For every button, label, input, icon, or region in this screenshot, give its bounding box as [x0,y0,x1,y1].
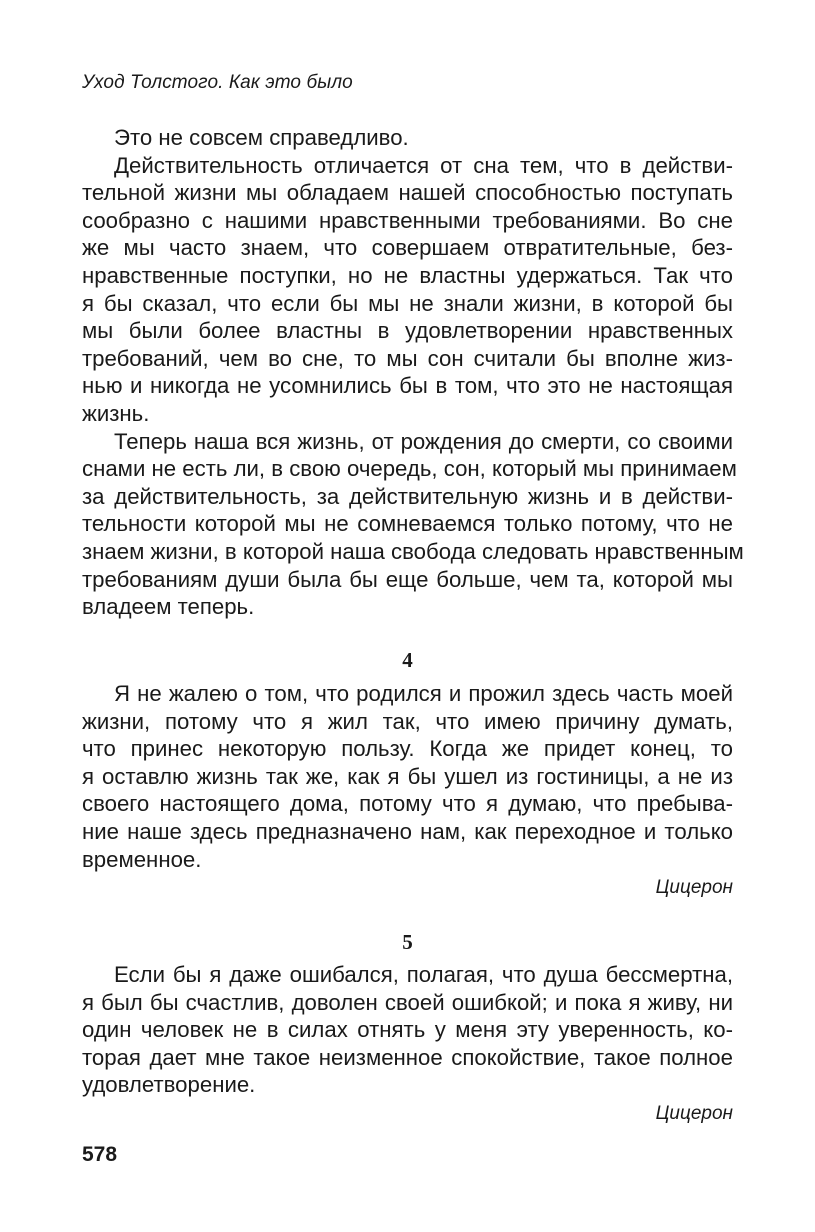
section-number: 5 [402,930,413,954]
text-line: торая дает мне такое неизменное спокойствие, такое полное [82,1044,733,1070]
text-line: Теперь наша вся жизнь, от рождения до смерти, со своими [114,428,733,454]
text-line: удовлетворение. [82,1072,256,1098]
attribution: Цицерон [655,877,733,898]
text-line: нравственные поступки, но не властны удержаться. Так что [82,262,733,288]
text-line: снами не есть ли, в свою очередь, сон, который мы принимаем [82,456,737,482]
page-number: 578 [82,1143,118,1166]
section-4-text [82,680,733,873]
text-line: за действительность, за действительную жизнь и в действи- [82,483,733,509]
text-line: сообразно с нашими нравственными требованиями. Во сне [82,207,733,233]
text-line: жизнь. [82,400,150,426]
text-line: временное. [82,846,202,872]
text-line: нью и никогда не усомнились бы в том, что это не настоящая [82,373,733,399]
section-a-text [82,124,744,621]
text-line: владеем теперь. [82,594,255,620]
text-line: что принес некоторую пользу. Когда же придет конец, то [82,736,733,762]
text-line: Если бы я даже ошибался, полагая, что душа бессмертна, [114,962,733,987]
text-line: я был бы счастлив, доволен своей ошибкой; и пока я живу, ни [82,989,733,1015]
text-line: требованиям души была бы еще больше, чем та, которой мы [82,566,733,592]
text-line: Я не жалею о том, что родился и прожил здесь часть моей [114,681,733,706]
text-line: один человек не в силах отнять у меня эту уверенность, ко- [82,1017,733,1043]
text-line: я оставлю жизнь так же, как я бы ушел из гостиницы, а не из [82,763,733,789]
text-line: жизни, потому что я жил так, что имею причину думать, [82,708,733,734]
text-line: мы были более властны в удовлетворении нравственных [82,318,733,344]
text-line: ние наше здесь предназначено нам, как переходное и только [82,818,733,844]
text-line: я бы сказал, что если бы мы не знали жизни, в которой бы [82,290,733,316]
running-head: Уход Толстого. Как это было [82,72,353,93]
attribution: Цицерон [655,1103,733,1124]
text-line: знаем жизни, в которой наша свобода следовать нравственным [82,538,744,564]
section-number: 4 [402,648,413,672]
text-line: же мы часто знаем, что совершаем отвратительные, без- [82,235,733,261]
text-line: Действительность отличается от сна тем, что в действи- [114,152,733,178]
text-line: тельной жизни мы обладаем нашей способностью поступать [82,180,733,206]
text-line: Это не совсем справедливо. [114,125,409,150]
text-line: тельности которой мы не сомневаемся только потому, что не [82,511,733,537]
text-line: требований, чем во сне, то мы сон считали бы вполне жиз- [82,345,733,371]
section-5-text [82,961,733,1099]
text-line: своего настоящего дома, потому что я думаю, что пребыва- [82,791,733,817]
